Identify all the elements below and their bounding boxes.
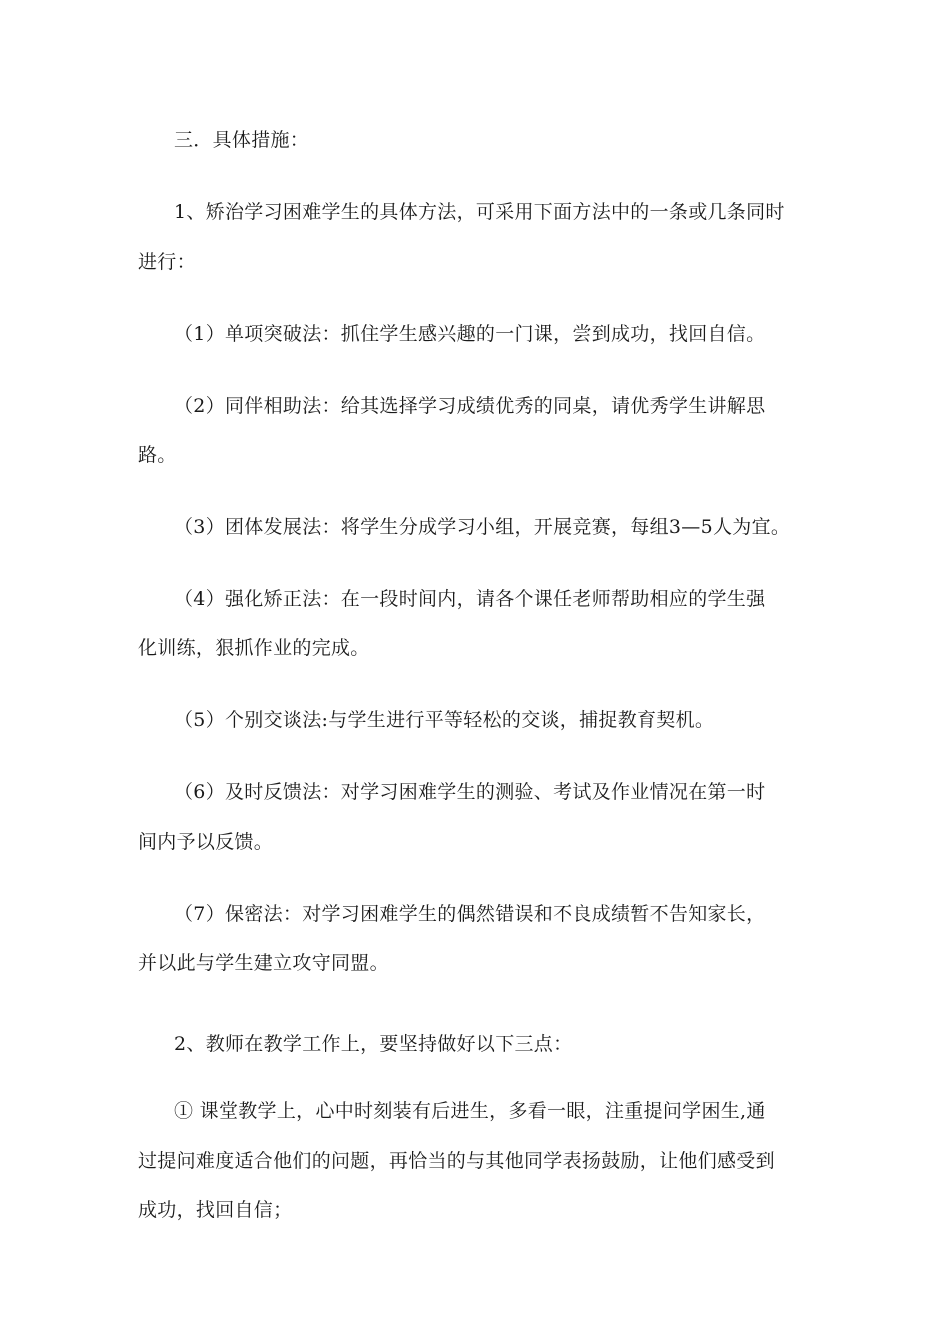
item1-line2: 进行：	[138, 251, 196, 273]
point1-line3: 成功，找回自信；	[138, 1199, 293, 1221]
item2-line1: 2、教师在教学工作上，要坚持做好以下三点：	[174, 1033, 573, 1055]
item1-line1: 1、矫治学习困难学生的具体方法，可采用下面方法中的一条或几条同时	[174, 201, 785, 223]
method-6-line1: （6）及时反馈法：对学习困难学生的测验、考试及作业情况在第一时	[174, 781, 766, 803]
method-2-line2: 路。	[138, 444, 177, 466]
method-7-line2: 并以此与学生建立攻守同盟。	[138, 952, 389, 974]
method-4-line2: 化训练，狠抓作业的完成。	[138, 637, 370, 659]
section-title: 三．具体措施：	[174, 129, 310, 151]
point1-line1: ① 课堂教学上，心中时刻装有后进生，多看一眼，注重提问学困生,通	[174, 1100, 766, 1122]
method-2-line1: （2）同伴相助法：给其选择学习成绩优秀的同桌，请优秀学生讲解思	[174, 395, 766, 417]
method-7-line1: （7）保密法：对学习困难学生的偶然错误和不良成绩暂不告知家长，	[174, 903, 766, 925]
method-3-line1: （3）团体发展法：将学生分成学习小组，开展竞赛，每组3—5人为宜。	[174, 516, 791, 538]
method-4-line1: （4）强化矫正法：在一段时间内，请各个课任老师帮助相应的学生强	[174, 588, 766, 610]
method-5-line1: （5）个别交谈法:与学生进行平等轻松的交谈，捕捉教育契机。	[174, 709, 715, 731]
method-6-line2: 间内予以反馈。	[138, 831, 274, 853]
point1-line2: 过提问难度适合他们的问题，再恰当的与其他同学表扬鼓励，让他们感受到	[138, 1150, 775, 1172]
method-1-line1: （1）单项突破法：抓住学生感兴趣的一门课，尝到成功，找回自信。	[174, 323, 766, 345]
